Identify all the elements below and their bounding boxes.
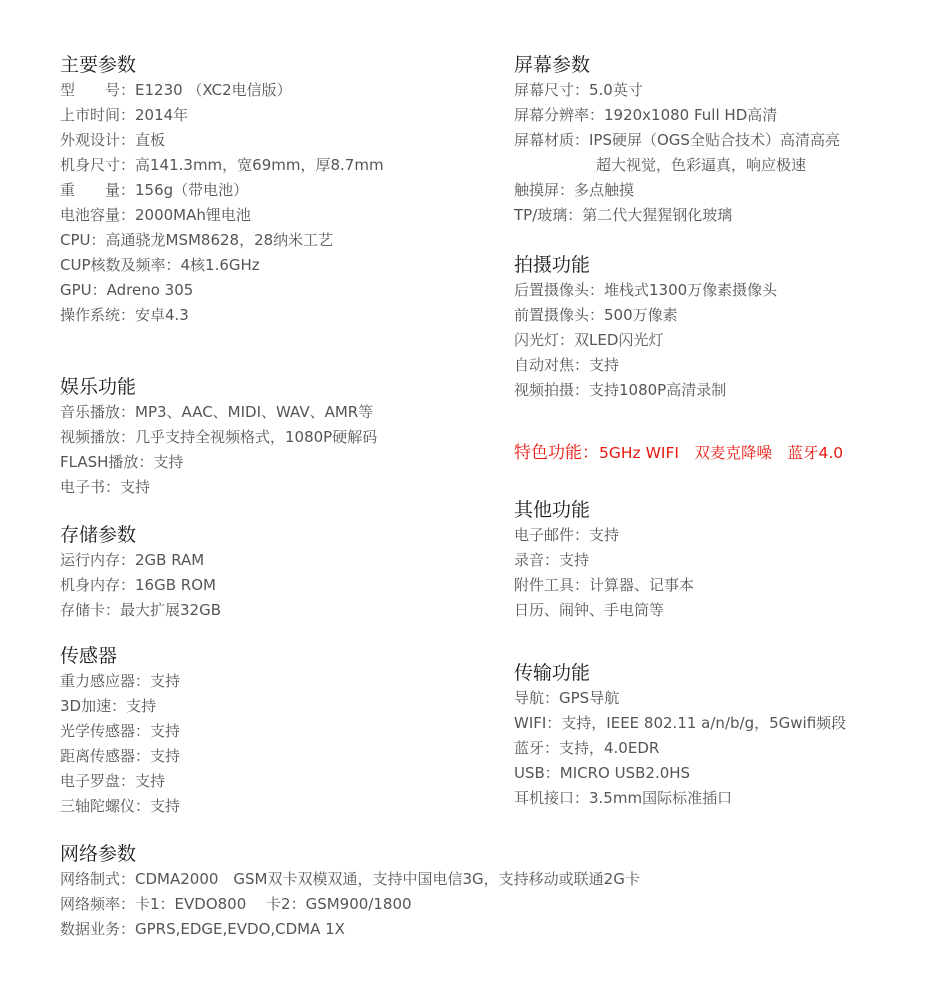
spec-line: CUP核数及频率：4核1.6GHz — [60, 256, 260, 274]
screen-section — [514, 52, 840, 228]
spec-line: 重 量：156g（带电池） — [60, 181, 249, 199]
screen-title: 屏幕参数 — [514, 54, 591, 76]
storage-title: 存储参数 — [60, 524, 137, 546]
special-features — [514, 440, 843, 466]
main-params-section — [60, 52, 384, 328]
main-params-title: 主要参数 — [60, 54, 137, 76]
transfer-section — [514, 660, 846, 811]
spec-line-continuation: 超大视觉，色彩逼真，响应极速 — [596, 156, 807, 174]
spec-line: 网络制式：CDMA2000 GSM双卡双模双通，支持中国电信3G，支持移动或联通2G卡 — [60, 870, 640, 888]
spec-line: 屏幕材质：IPS硬屏（OGS全贴合技术）高清高亮 — [514, 131, 840, 149]
network-section — [60, 841, 640, 942]
spec-line: 外观设计：直板 — [60, 131, 166, 149]
spec-line: 耳机接口：3.5mm国际标准插口 — [514, 789, 733, 807]
spec-line: TP/玻璃：第二代大猩猩钢化玻璃 — [514, 206, 733, 224]
spec-line: 闪光灯：双LED闪光灯 — [514, 331, 664, 349]
spec-line: 蓝牙：支持，4.0EDR — [514, 739, 660, 757]
camera-section — [514, 252, 777, 403]
entertainment-section — [60, 374, 377, 500]
spec-line: 3D加速：支持 — [60, 697, 157, 715]
entertainment-title: 娱乐功能 — [60, 376, 137, 398]
spec-line: 上市时间：2014年 — [60, 106, 189, 124]
spec-line: 数据业务：GPRS,EDGE,EVDO,CDMA 1X — [60, 920, 345, 938]
network-title: 网络参数 — [60, 843, 137, 865]
spec-line: 附件工具：计算器、记事本 — [514, 576, 695, 594]
spec-line: 屏幕分辨率：1920x1080 Full HD高清 — [514, 106, 778, 124]
sensors-section — [60, 643, 180, 819]
spec-line: 电子书：支持 — [60, 478, 151, 496]
spec-line: 型 号：E1230 （XC2电信版） — [60, 81, 292, 99]
spec-line: 机身内存：16GB ROM — [60, 576, 216, 594]
spec-line: 前置摄像头：500万像素 — [514, 306, 678, 324]
spec-line: 机身尺寸：高141.3mm，宽69mm，厚8.7mm — [60, 156, 384, 174]
spec-line: FLASH播放：支持 — [60, 453, 184, 471]
spec-line: 距离传感器：支持 — [60, 747, 181, 765]
spec-line: WIFI：支持，IEEE 802.11 a/n/b/g，5Gwifi频段 — [514, 714, 847, 732]
special-features-title: 特色功能： — [514, 443, 599, 463]
spec-line: GPU：Adreno 305 — [60, 281, 194, 299]
spec-line: 存储卡：最大扩展32GB — [60, 601, 222, 619]
spec-line: 音乐播放：MP3、AAC、MIDI、WAV、AMR等 — [60, 403, 374, 421]
spec-line: 导航：GPS导航 — [514, 689, 620, 707]
spec-line: 光学传感器：支持 — [60, 722, 181, 740]
spec-line: 电子邮件：支持 — [514, 526, 620, 544]
special-features-text: 5GHz WIFI 双麦克降噪 蓝牙4.0 — [599, 444, 844, 462]
transfer-title: 传输功能 — [514, 662, 591, 684]
spec-line: 视频播放：几乎支持全视频格式，1080P硬解码 — [60, 428, 378, 446]
spec-line: 运行内存：2GB RAM — [60, 551, 205, 569]
spec-line: 电子罗盘：支持 — [60, 772, 166, 790]
spec-line: 屏幕尺寸：5.0英寸 — [514, 81, 643, 99]
spec-line: 重力感应器：支持 — [60, 672, 181, 690]
camera-title: 拍摄功能 — [514, 254, 591, 276]
other-title: 其他功能 — [514, 499, 591, 521]
other-section — [514, 497, 694, 623]
sensors-title: 传感器 — [60, 645, 118, 667]
spec-line: 触摸屏：多点触摸 — [514, 181, 635, 199]
spec-line: CPU：高通骁龙MSM8628，28纳米工艺 — [60, 231, 334, 249]
spec-line: 视频拍摄：支持1080P高清录制 — [514, 381, 727, 399]
spec-line: 操作系统：安卓4.3 — [60, 306, 189, 324]
spec-line: 录音：支持 — [514, 551, 590, 569]
spec-line: 三轴陀螺仪：支持 — [60, 797, 181, 815]
spec-line: 自动对焦：支持 — [514, 356, 620, 374]
spec-line: 电池容量：2000MAh锂电池 — [60, 206, 251, 224]
spec-line: USB：MICRO USB2.0HS — [514, 764, 691, 782]
storage-section — [60, 522, 221, 623]
spec-line: 日历、闹钟、手电筒等 — [514, 601, 665, 619]
spec-line: 网络频率：卡1：EVDO800 卡2：GSM900/1800 — [60, 895, 412, 913]
spec-line: 后置摄像头：堆栈式1300万像素摄像头 — [514, 281, 778, 299]
